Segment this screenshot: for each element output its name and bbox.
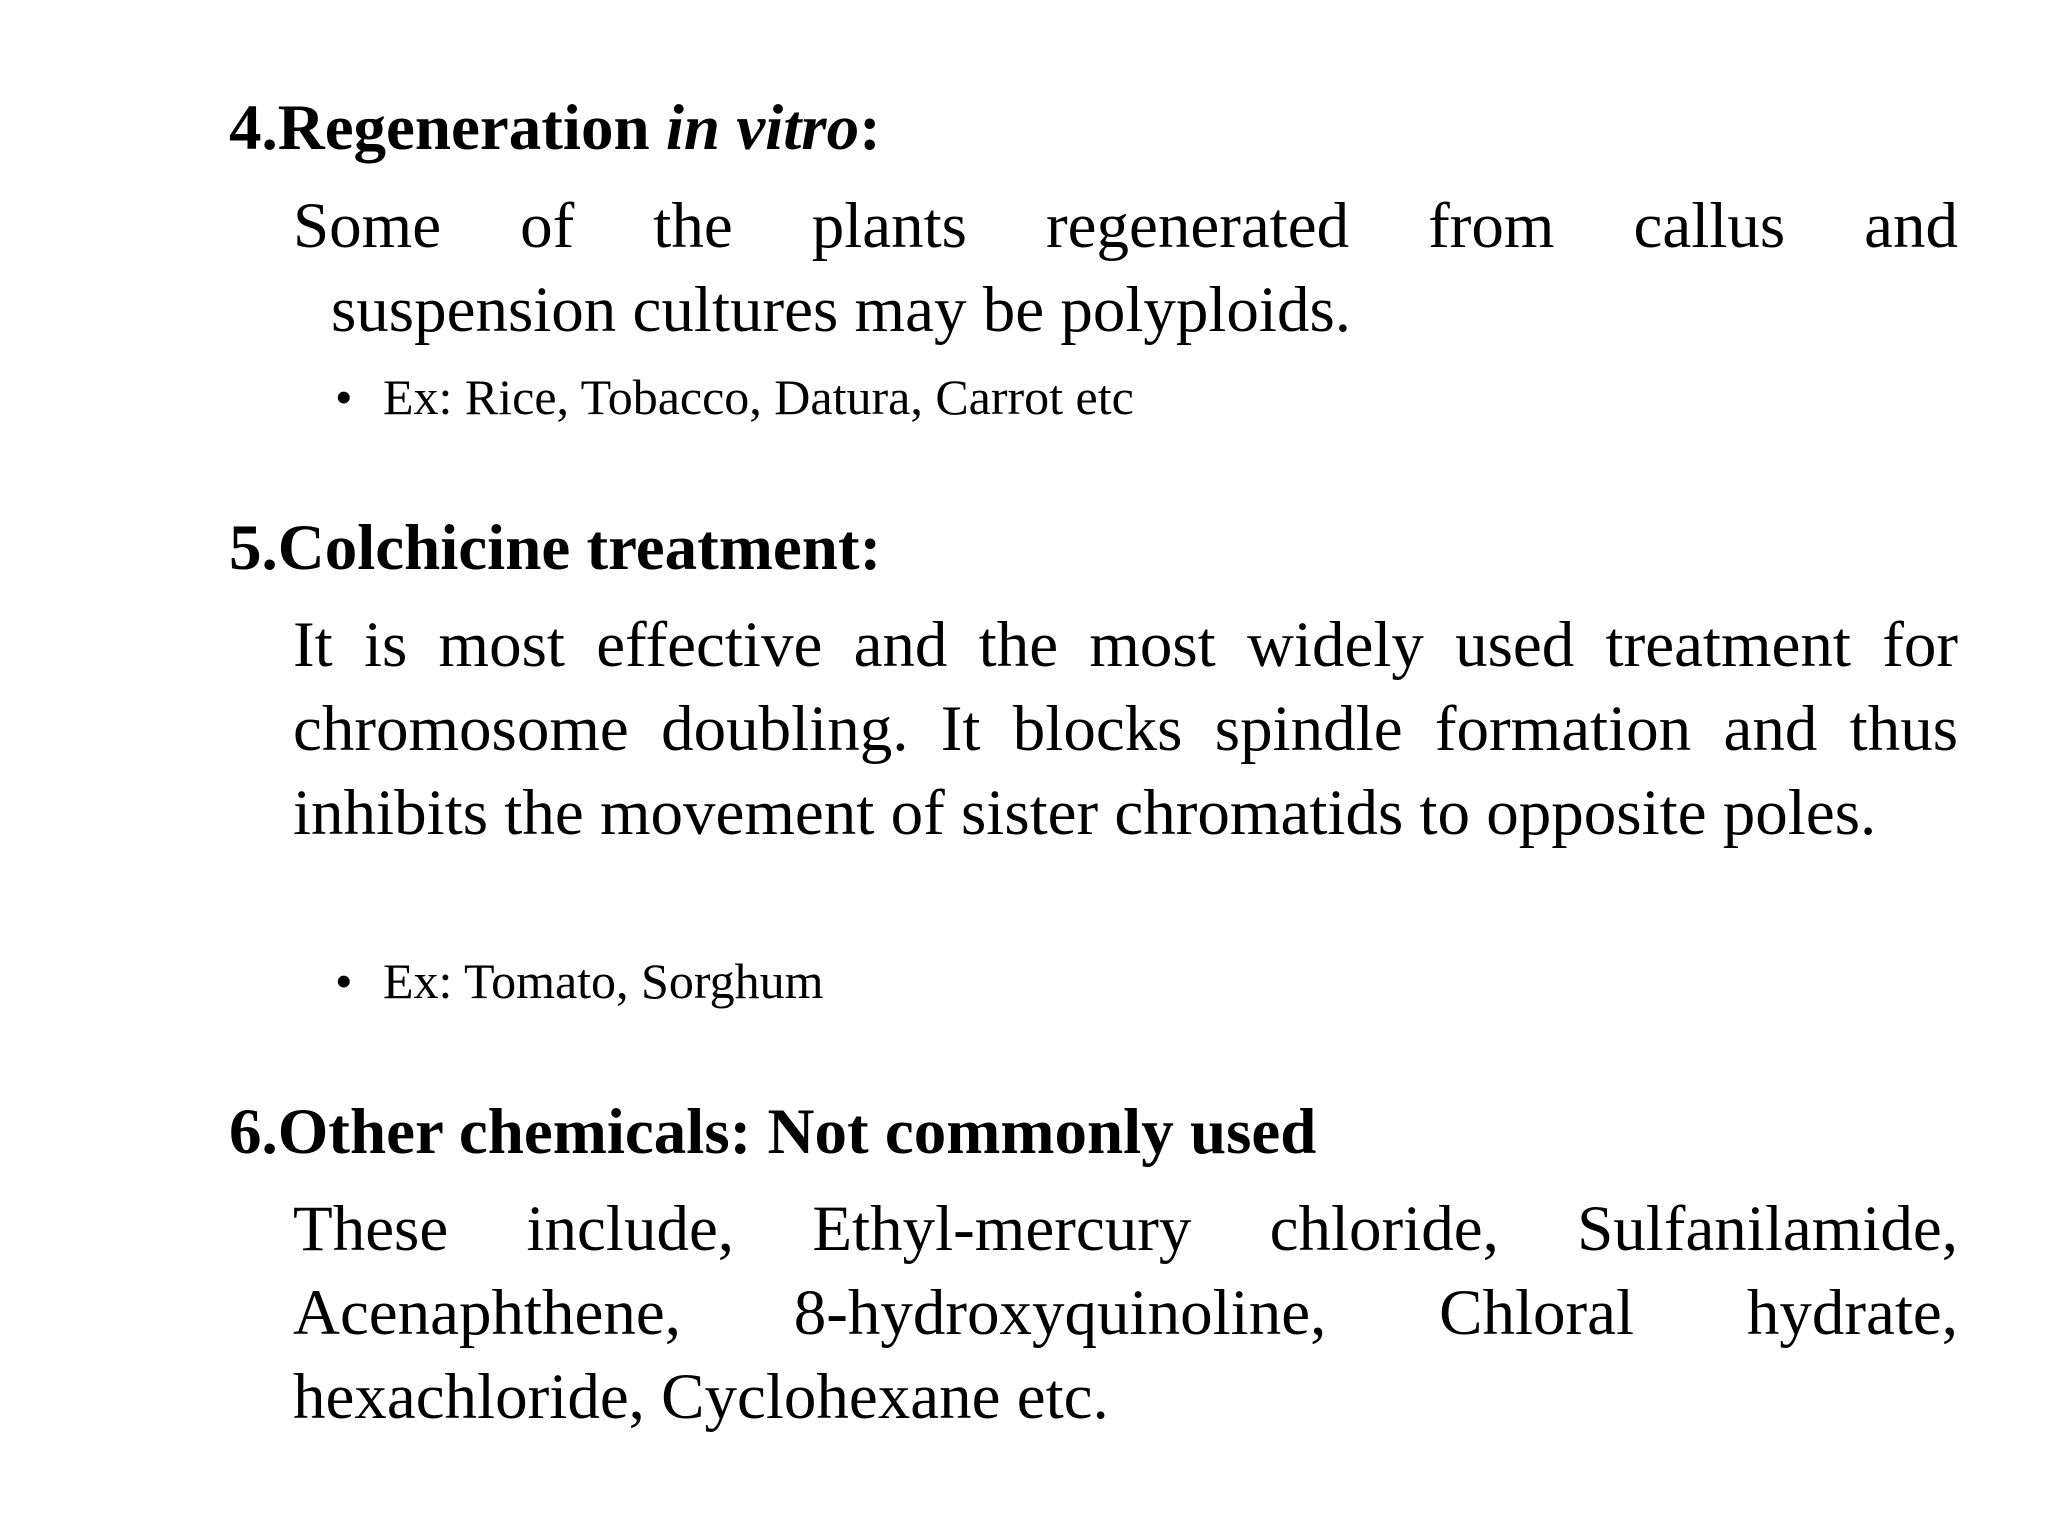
section-4-heading-italic: in vitro: [665, 92, 860, 164]
section-4-heading: [229, 92, 881, 164]
section-4-body-line-2: suspension cultures may be polyploids.: [331, 274, 1352, 346]
section-4-bullet: [335, 369, 1134, 425]
section-4-heading-prefix: 4.Regeneration: [229, 92, 666, 164]
bullet-marker: •: [335, 369, 353, 425]
section-4-heading-suffix: :: [859, 92, 881, 164]
section-4-body-line-1: Some of the plants regenerated from callus and: [293, 190, 1958, 262]
section-5-heading: 5.Colchicine treatment:: [229, 512, 882, 584]
section-4-body: [293, 184, 1958, 352]
section-6-heading: 6.Other chemicals: Not commonly used: [229, 1096, 1317, 1168]
section-5-bullet: [335, 953, 824, 1009]
section-6-body: These include, Ethyl-mercury chloride, Sulfanilamide, Acenaphthene, 8-hydroxyquinoline, Chloral hydrate, hexachloride, Cyclohexane etc.: [293, 1193, 1958, 1433]
section-4-bullet-text: Ex: Rice, Tobacco, Datura, Carrot etc: [383, 369, 1134, 425]
section-5-bullet-text: Ex: Tomato, Sorghum: [383, 953, 824, 1009]
section-5-body: It is most effective and the most widely used treatment for chromosome doubling. It blocks spindle formation and thus inhibits the movement of sister chromatids to opposite poles.: [293, 609, 1958, 849]
bullet-marker: •: [335, 953, 353, 1009]
